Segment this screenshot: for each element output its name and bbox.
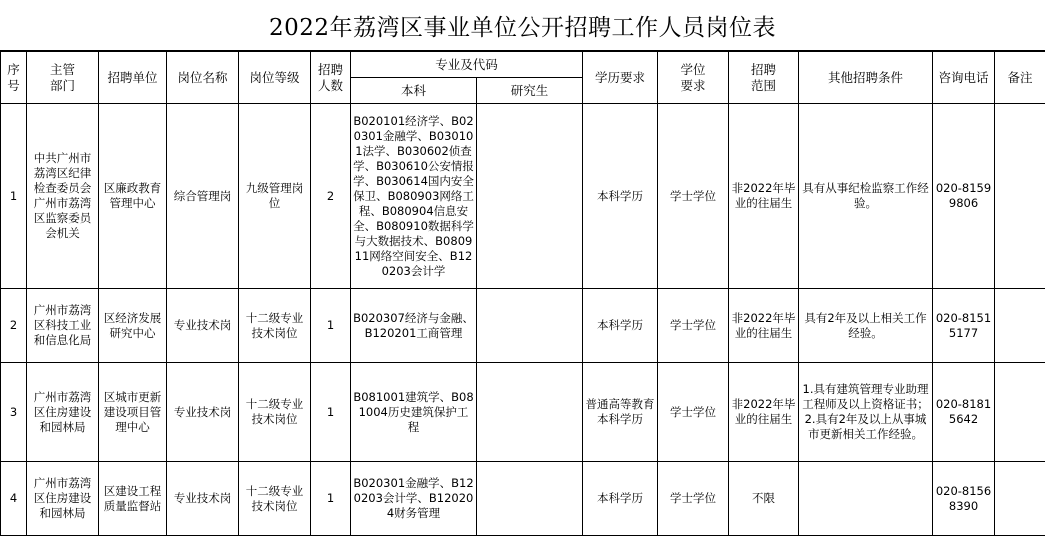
cell-degree: 学士学位 <box>658 462 729 536</box>
cell-level: 十二级专业技术岗位 <box>239 462 311 536</box>
header-major: 专业及代码 <box>351 52 583 78</box>
cell-grad-major <box>477 363 583 462</box>
cell-note <box>995 289 1045 363</box>
cell-other <box>799 462 933 536</box>
table-row <box>1 104 1045 289</box>
header-row-1 <box>1 52 1045 78</box>
cell-undergrad-major: B081001建筑学、B081004历史建筑保护工程 <box>351 363 477 462</box>
cell-seq: 2 <box>1 289 27 363</box>
header-level: 岗位等级 <box>239 52 311 104</box>
cell-position: 综合管理岗 <box>167 104 239 289</box>
cell-dept: 中共广州市荔湾区纪律检查委员会广州市荔湾区监察委员会机关 <box>27 104 99 289</box>
cell-degree: 学士学位 <box>658 289 729 363</box>
header-scope: 招聘 范围 <box>729 52 799 104</box>
page-title: 2022年荔湾区事业单位公开招聘工作人员岗位表 <box>0 0 1045 51</box>
header-note: 备注 <box>995 52 1045 104</box>
cell-undergrad-major: B020307经济与金融、B120201工商管理 <box>351 289 477 363</box>
cell-note <box>995 363 1045 462</box>
cell-count: 2 <box>311 104 351 289</box>
cell-count: 1 <box>311 462 351 536</box>
cell-edu: 普通高等教育本科学历 <box>583 363 658 462</box>
cell-position: 专业技术岗 <box>167 363 239 462</box>
header-unit: 招聘单位 <box>99 52 167 104</box>
cell-undergrad-major: B020101经济学、B020301金融学、B030101法学、B030602侦查学、B030610公安情报学、B030614国内安全保卫、B080903网络工程、B080904信息安全、B080910数据科学与大数据技术、B080911网络空间安全、B120203会计学 <box>351 104 477 289</box>
cell-grad-major <box>477 289 583 363</box>
header-grad: 研究生 <box>477 78 583 104</box>
header-degree: 学位 要求 <box>658 52 729 104</box>
cell-scope: 非2022年毕业的往届生 <box>729 363 799 462</box>
table-row <box>1 289 1045 363</box>
header-count: 招聘 人数 <box>311 52 351 104</box>
cell-degree: 学士学位 <box>658 104 729 289</box>
cell-edu: 本科学历 <box>583 104 658 289</box>
cell-position: 专业技术岗 <box>167 462 239 536</box>
header-other: 其他招聘条件 <box>799 52 933 104</box>
header-position: 岗位名称 <box>167 52 239 104</box>
cell-grad-major <box>477 462 583 536</box>
cell-degree: 学士学位 <box>658 363 729 462</box>
cell-dept: 广州市荔湾区住房建设和园林局 <box>27 363 99 462</box>
cell-grad-major <box>477 104 583 289</box>
cell-seq: 4 <box>1 462 27 536</box>
table-row <box>1 462 1045 536</box>
cell-dept: 广州市荔湾区住房建设和园林局 <box>27 462 99 536</box>
cell-scope: 非2022年毕业的往届生 <box>729 104 799 289</box>
cell-scope: 非2022年毕业的往届生 <box>729 289 799 363</box>
cell-seq: 1 <box>1 104 27 289</box>
header-undergrad: 本科 <box>351 78 477 104</box>
cell-level: 十二级专业技术岗位 <box>239 363 311 462</box>
cell-other: 1.具有建筑管理专业助理工程师及以上资格证书； 2.具有2年及以上从事城市更新相关工作经验。 <box>799 363 933 462</box>
header-phone: 咨询电话 <box>933 52 995 104</box>
cell-position: 专业技术岗 <box>167 289 239 363</box>
cell-level: 十二级专业技术岗位 <box>239 289 311 363</box>
cell-undergrad-major: B020301金融学、B120203会计学、B120204财务管理 <box>351 462 477 536</box>
header-dept: 主管 部门 <box>27 52 99 104</box>
cell-phone: 020-81568390 <box>933 462 995 536</box>
cell-edu: 本科学历 <box>583 289 658 363</box>
cell-note <box>995 104 1045 289</box>
cell-level: 九级管理岗位 <box>239 104 311 289</box>
cell-unit: 区廉政教育管理中心 <box>99 104 167 289</box>
cell-phone: 020-81515177 <box>933 289 995 363</box>
cell-seq: 3 <box>1 363 27 462</box>
cell-unit: 区经济发展研究中心 <box>99 289 167 363</box>
cell-dept: 广州市荔湾区科技工业和信息化局 <box>27 289 99 363</box>
cell-scope: 不限 <box>729 462 799 536</box>
positions-table <box>0 51 1045 536</box>
cell-note <box>995 462 1045 536</box>
cell-other: 具有从事纪检监察工作经验。 <box>799 104 933 289</box>
header-seq: 序 号 <box>1 52 27 104</box>
cell-phone: 020-81599806 <box>933 104 995 289</box>
cell-other: 具有2年及以上相关工作经验。 <box>799 289 933 363</box>
cell-unit: 区城市更新建设项目管理中心 <box>99 363 167 462</box>
table-row <box>1 363 1045 462</box>
cell-count: 1 <box>311 363 351 462</box>
cell-phone: 020-81815642 <box>933 363 995 462</box>
cell-unit: 区建设工程质量监督站 <box>99 462 167 536</box>
cell-edu: 本科学历 <box>583 462 658 536</box>
header-edu: 学历要求 <box>583 52 658 104</box>
cell-count: 1 <box>311 289 351 363</box>
